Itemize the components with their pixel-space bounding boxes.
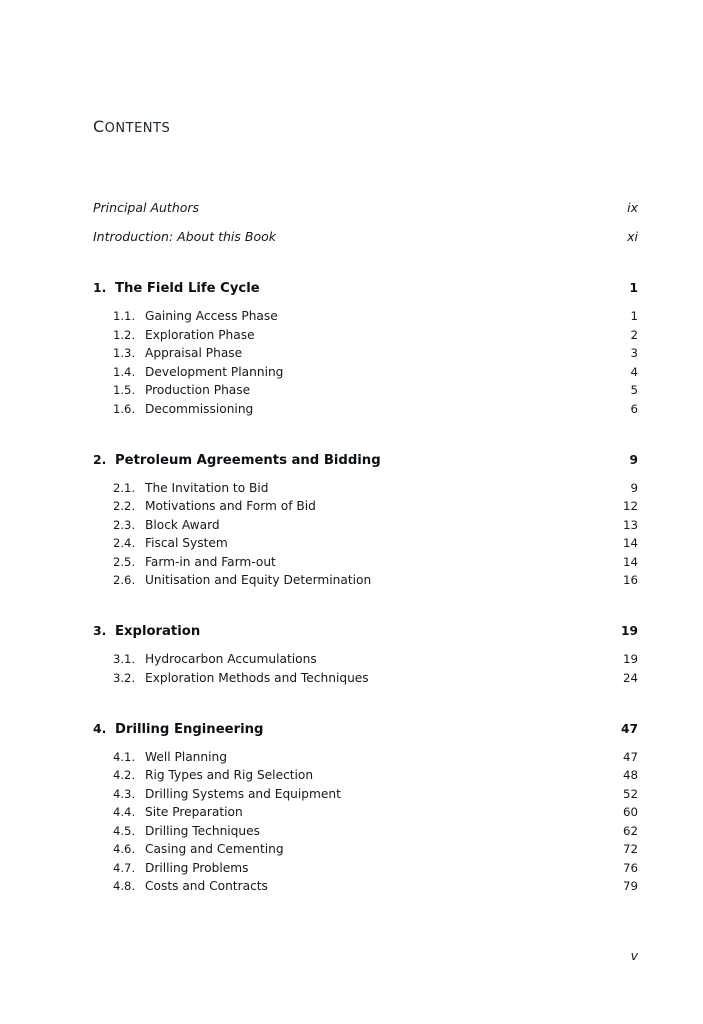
section-entry [93,573,638,587]
section-number: 1.6. [113,401,136,416]
chapter-block [93,452,638,588]
section-entry [93,805,638,819]
page-number: 48 [622,768,638,782]
chapter-entry [93,623,638,639]
page-number: 24 [622,670,638,685]
chapter-number: 4. [93,720,107,736]
section-entry [93,383,638,397]
section-number: 2.6. [113,573,136,587]
front-matter-label: Principal Authors [93,200,200,215]
page-number: 9 [630,480,638,495]
section-list [93,652,638,685]
page-number: ix [627,200,638,215]
page-number: 5 [630,383,638,397]
page-number: 9 [629,452,638,467]
chapter-number: 1. [93,280,107,295]
chapter-block [93,721,638,894]
section-number: 4.6. [113,842,136,856]
front-matter-list [93,200,638,244]
folio-page-number: v [630,948,638,963]
section-number: 3.2. [113,670,136,685]
section-title: Block Award [145,517,220,532]
page-number: 1 [629,281,638,295]
section-title: Drilling Systems and Equipment [145,786,341,801]
page-number: 47 [622,749,638,764]
section-entry [93,328,638,342]
page-number: 76 [622,860,638,875]
section-entry [93,536,638,550]
section-entry [93,861,638,875]
section-entry [93,750,638,764]
section-number: 1.3. [113,346,136,360]
section-number: 4.5. [113,823,136,838]
section-number: 4.4. [113,805,136,819]
section-list [93,309,638,416]
chapter-title: Exploration [115,624,201,639]
chapter-entry [93,721,638,737]
section-number: 2.5. [113,554,136,569]
section-title: Gaining Access Phase [145,309,278,323]
page-number: 79 [622,879,638,893]
chapter-block [93,623,638,685]
section-number: 2.3. [113,517,136,532]
section-entry [93,555,638,569]
section-title: Site Preparation [145,805,243,819]
section-entry [93,768,638,782]
chapter-block [93,280,638,416]
section-entry [93,652,638,666]
section-title: Exploration Phase [145,327,255,342]
page-number: 1 [630,309,638,323]
section-entry [93,365,638,379]
section-list [93,750,638,894]
page-number: 4 [630,364,638,379]
page-number: 12 [622,499,638,513]
section-entry [93,346,638,360]
page-number: 47 [621,721,638,736]
section-number: 4.1. [113,749,136,764]
section-title: Casing and Cementing [145,842,284,856]
section-entry [93,824,638,838]
page-number: 16 [622,573,638,587]
section-title: Appraisal Phase [145,346,243,360]
section-entry [93,499,638,513]
page-number: 19 [622,652,638,666]
page-number: 60 [622,805,638,819]
chapter-entry [93,452,638,468]
section-entry [93,671,638,685]
section-number: 4.3. [113,786,136,801]
section-title: Fiscal System [145,536,228,550]
section-title: Costs and Contracts [145,879,268,893]
section-title: Well Planning [145,749,227,764]
section-entry [93,481,638,495]
page-title: contents [93,112,171,138]
section-number: 3.1. [113,652,136,666]
chapter-number: 3. [93,623,107,638]
section-number: 2.1. [113,480,136,495]
section-number: 4.7. [113,860,136,875]
section-entry [93,402,638,416]
page-number: 6 [630,401,638,416]
section-title: The Invitation to Bid [145,480,269,495]
section-entry [93,787,638,801]
page-number: 2 [630,327,638,342]
section-number: 1.5. [113,383,136,397]
page-number: 14 [622,554,638,569]
section-entry [93,879,638,893]
section-entry [93,518,638,532]
page-number: 13 [622,517,638,532]
section-title: Motivations and Form of Bid [145,499,316,513]
section-list [93,481,638,588]
section-title: Exploration Methods and Techniques [145,670,369,685]
page-number: 62 [622,823,638,838]
section-title: Unitisation and Equity Determination [145,573,372,587]
front-matter-label: Introduction: About this Book [93,229,276,244]
section-title: Hydrocarbon Accumulations [145,652,317,666]
table-of-contents [93,112,638,898]
section-number: 4.2. [113,768,136,782]
page-number: 3 [630,346,638,360]
page-number: 72 [622,842,638,856]
section-number: 1.2. [113,327,136,342]
section-title: Rig Types and Rig Selection [145,768,314,782]
section-title: Decommissioning [145,401,254,416]
page-number: 14 [622,536,638,550]
list-item [93,229,638,244]
section-number: 4.8. [113,879,136,893]
list-item [93,200,638,215]
page-number: xi [627,229,638,244]
page-number: 52 [622,786,638,801]
section-title: Farm-in and Farm-out [145,554,276,569]
section-title: Development Planning [145,364,284,379]
section-entry [93,842,638,856]
page-number: 19 [621,624,638,638]
chapter-title: The Field Life Cycle [115,281,260,296]
section-number: 2.4. [113,536,136,550]
section-title: Drilling Problems [145,860,249,875]
section-title: Production Phase [145,383,251,397]
chapter-number: 2. [93,451,107,467]
section-entry [93,309,638,323]
section-number: 1.4. [113,364,136,379]
section-number: 1.1. [113,309,136,323]
chapter-entry [93,280,638,296]
section-number: 2.2. [113,499,136,513]
chapter-title: Petroleum Agreements and Bidding [115,452,381,468]
section-title: Drilling Techniques [145,823,260,838]
chapter-title: Drilling Engineering [115,721,264,737]
